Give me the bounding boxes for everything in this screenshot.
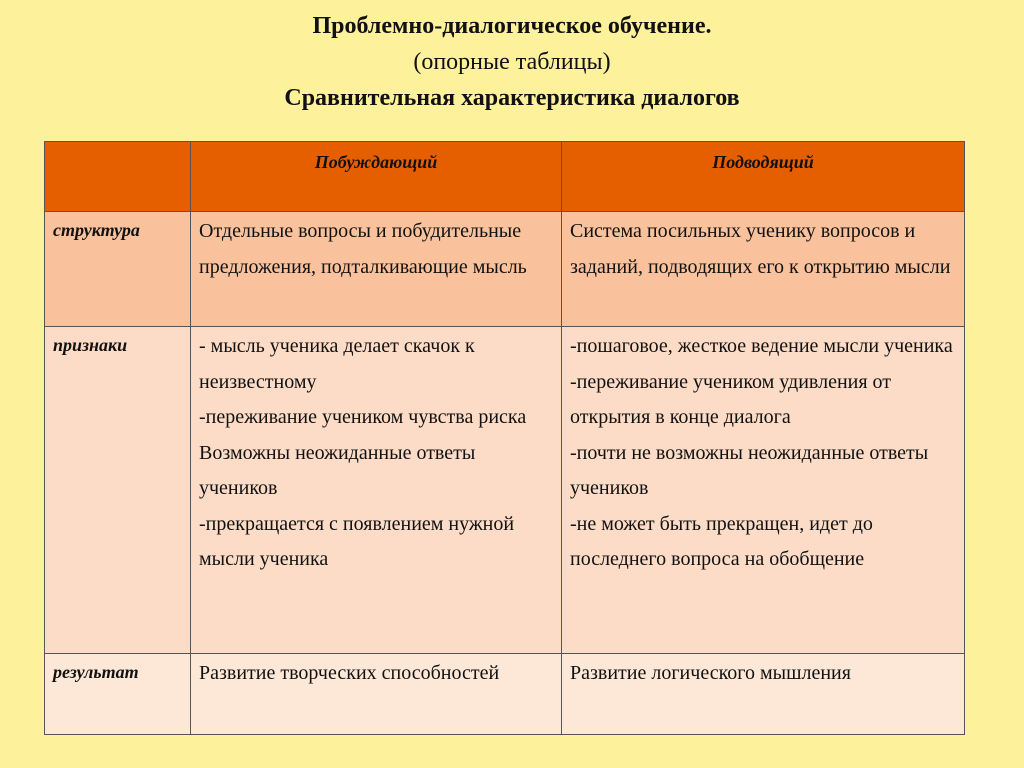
- slide-header: [0, 8, 1024, 116]
- cell-text: -почти не возможны неожиданные ответы учеников: [570, 441, 929, 499]
- cell-signs-leading: [562, 327, 965, 654]
- cell-text: - мысль ученика делает скачок к неизвестному: [199, 335, 475, 393]
- row-label-signs: признаки: [45, 327, 191, 654]
- table-header-leading: Подводящий: [562, 142, 965, 212]
- cell-text: Возможны неожиданные ответы учеников: [199, 441, 476, 499]
- cell-text: Отдельные вопросы и побудительные предложения, подталкивающие мысль: [199, 220, 527, 278]
- cell-text: -пошаговое, жесткое ведение мысли ученика: [570, 335, 953, 357]
- cell-structure-inciting: [191, 212, 562, 327]
- table-header-inciting: Побуждающий: [191, 142, 562, 212]
- cell-text: Развитие логического мышления: [570, 662, 851, 684]
- cell-text: Система посильных ученику вопросов и заданий, подводящих его к открытию мысли: [570, 220, 951, 278]
- table-row-result: [45, 654, 965, 735]
- cell-text: -переживание учеником чувства риска: [199, 406, 527, 428]
- table-row-structure: [45, 212, 965, 327]
- row-label-result: результат: [45, 654, 191, 735]
- table-header-row: [45, 142, 965, 212]
- row-label-structure: структура: [45, 212, 191, 327]
- cell-result-leading: [562, 654, 965, 735]
- cell-text: -не может быть прекращен, идет до последнего вопроса на обобщение: [570, 512, 873, 570]
- slide-heading: Сравнительная характеристика диалогов: [284, 85, 740, 111]
- comparison-table: [44, 141, 965, 735]
- cell-text: -переживание учеником удивления от открытия в конце диалога: [570, 370, 892, 428]
- cell-result-inciting: [191, 654, 562, 735]
- cell-text: Развитие творческих способностей: [199, 662, 500, 684]
- slide-subtitle: (опорные таблицы): [413, 49, 611, 75]
- table-row-signs: [45, 327, 965, 654]
- cell-signs-inciting: [191, 327, 562, 654]
- cell-text: -прекращается с появлением нужной мысли ученика: [199, 512, 515, 570]
- cell-structure-leading: [562, 212, 965, 327]
- slide-title: Проблемно-диалогическое обучение.: [312, 13, 712, 39]
- table-header-corner: [45, 142, 191, 212]
